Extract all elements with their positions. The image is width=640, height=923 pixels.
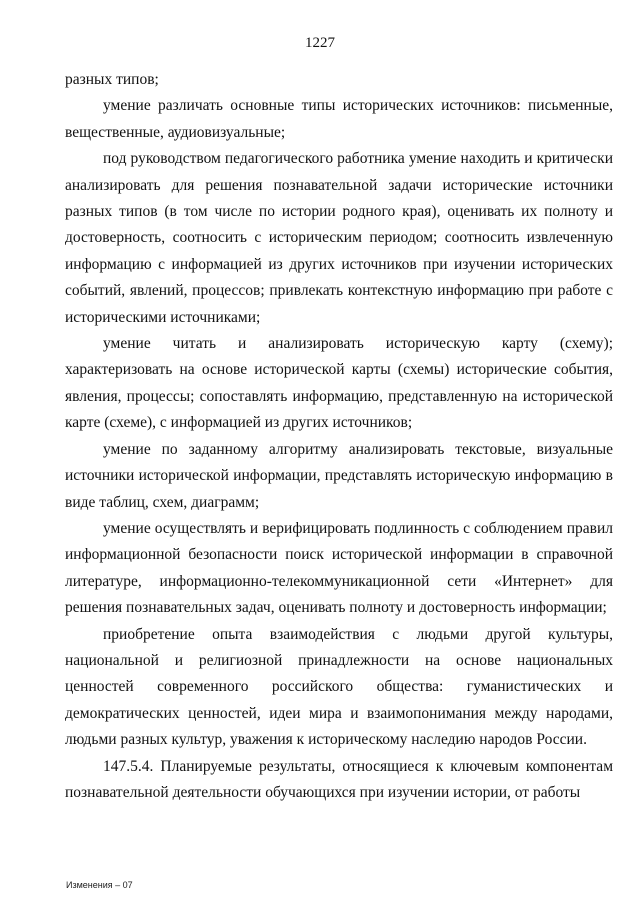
paragraph-source-types: умение различать основные типы исторических источников: письменные, вещественные, аудиовизуальные;: [65, 97, 613, 141]
paragraph-planned-results: 147.5.4. Планируемые результаты, относящиеся к ключевым компонентам познавательной деятельности обучающихся при изучении истории, от работы: [65, 757, 613, 801]
page-number: 1227: [305, 35, 335, 51]
paragraph-intercultural-experience: приобретение опыта взаимодействия с людьми другой культуры, национальной и религиозной принадлежности на основе национальных ценностей современного российского общества: гуманистических и демократических ценностей, идеи мира и взаимопонимания между народами, людьми разных культур, уважения к историческому наследию народов России.: [65, 625, 613, 749]
document-body: [65, 67, 613, 806]
paragraph-text-visual-sources: умение по заданному алгоритму анализировать текстовые, визуальные источники исторической информации, представлять историческую информацию в виде таблиц, схем, диаграмм;: [65, 440, 613, 511]
paragraph-source-analysis: под руководством педагогического работника умение находить и критически анализировать для решения познавательной задачи исторические источники разных типов (в том числе по истории родного края), оценивать их полноту и достоверность, соотносить с историческим периодом; соотносить извлеченную информацию с информацией из других источников при изучении исторических событий, явлений, процессов; привлекать контекстную информацию при работе с историческими источниками;: [65, 150, 613, 326]
paragraph-continuation: разных типов;: [65, 71, 159, 88]
paragraph-information-search: умение осуществлять и верифицировать подлинность с соблюдением правил информационной безопасности поиск исторической информации в справочной литературе, информационно-телекоммуникационной сети «Интернет» для решения познавательных задач, оценивать полноту и достоверность информации;: [65, 519, 613, 617]
paragraph-historical-map: умение читать и анализировать историческую карту (схему); характеризовать на основе исторической карты (схемы) исторические события, явления, процессы; сопоставлять информацию, представленную на исторической карте (схеме), с информацией из других источников;: [65, 335, 613, 432]
footer-changes-note: Изменения – 07: [66, 880, 133, 890]
